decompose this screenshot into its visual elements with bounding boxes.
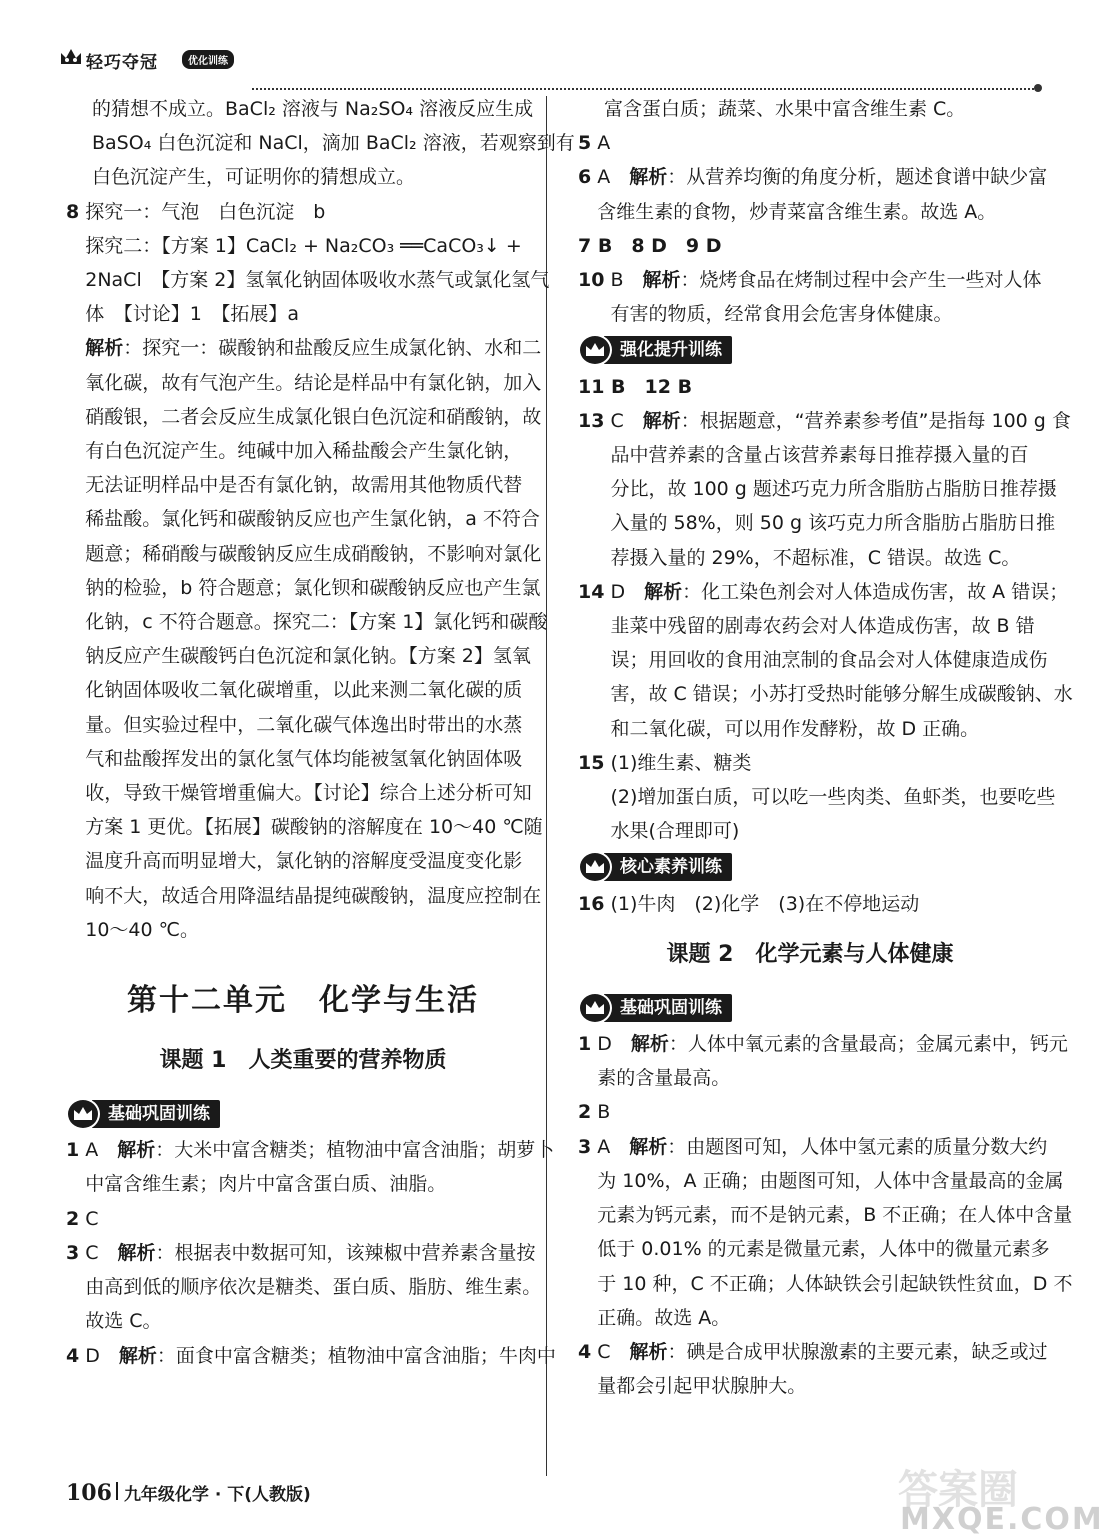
analysis-line: ：大米中富含糖类；植物油中富含油脂；胡萝卜	[155, 1139, 555, 1162]
question-item	[66, 1236, 540, 1339]
question-number: 6	[578, 166, 592, 189]
text-line: 白色沉淀产生，可证明你的猜想成立。	[92, 166, 416, 189]
section-banner-strengthen	[578, 335, 732, 365]
page-header	[0, 0, 1066, 90]
section-banner-basic-2	[578, 993, 732, 1023]
analysis-line: 分比，故 100 g 题述巧克力所含脂肪占脂肪日推荐摄	[610, 478, 1057, 501]
analysis-line: 和二氧化碳，可以用作发酵粉，故 D 正确。	[610, 717, 980, 740]
analysis-line: 化钠固体吸收二氧化碳增重，以此来测二氧化碳的质	[85, 679, 523, 702]
question-6	[578, 160, 1048, 228]
analysis-line: 有白色沉淀产生。纯碱中加入稀盐酸会产生氯化钠，	[85, 440, 523, 463]
section-label: 强化提升训练	[604, 336, 732, 364]
question-number: 2	[578, 1101, 592, 1124]
question-item	[578, 1130, 1073, 1335]
answer: B	[597, 1101, 611, 1124]
watermark-logo: 答案圈	[898, 1467, 1018, 1513]
analysis-line: ：根据表中数据可知，该辣椒中营养素含量按	[155, 1241, 536, 1264]
analysis-line: 硝酸银，二者会反应生成氯化银白色沉淀和硝酸钠，故	[85, 405, 542, 428]
analysis-label: 解析	[630, 1033, 669, 1056]
analysis-line: 有害的物质，经常食用会危害身体健康。	[610, 303, 953, 326]
section-label: 核心素养训练	[604, 853, 732, 881]
analysis-line: ：由题图可知，人体中氢元素的质量分数大约	[667, 1135, 1048, 1158]
analysis-line: 温度升高而明显增大，氯化钠的溶解度受温度变化影	[85, 850, 523, 873]
section-banner-core	[578, 852, 732, 882]
header-rule-dot	[1034, 84, 1042, 92]
question-14	[578, 575, 1073, 746]
answer-line: 探究二：【方案 1】CaCl₂ + Na₂CO₃ ══CaCO₃↓ +	[85, 234, 522, 257]
answers-7-9: 7 B 8 D 9 D	[578, 234, 722, 257]
analysis-line: 10～40 ℃。	[85, 918, 199, 941]
question-item	[66, 1202, 540, 1236]
analysis-line: 钠反应产生碳酸钙白色沉淀和氯化钠。【方案 2】氢氧	[85, 645, 531, 668]
text-line: 的猜想不成立。BaCl₂ 溶液与 Na₂SO₄ 溶液反应生成	[92, 98, 534, 120]
analysis-label: 解析	[117, 1139, 156, 1162]
analysis-line: 品中营养素的含量占该营养素每日推荐摄入量的百	[610, 444, 1029, 467]
analysis-label: 解析	[644, 580, 683, 603]
question-number: 5	[578, 132, 592, 155]
brand-tag: 优化训练	[182, 50, 234, 69]
answer-line: (2)增加蛋白质，可以吃一些肉类、鱼虾类，也要吃些	[610, 786, 1056, 809]
analysis-label: 解析	[118, 1344, 157, 1367]
analysis-line: ：从营养均衡的角度分析，题述食谱中缺少富	[667, 166, 1048, 189]
question-15	[578, 746, 1056, 849]
analysis-line: 稀盐酸。氯化钙和碳酸钠反应也产生氯化钠，a 不符合	[85, 508, 540, 531]
analysis-line: 收，导致干燥管增重偏大。【讨论】综合上述分析可知	[85, 782, 532, 805]
book-title: 九年级化学 · 下(人教版)	[123, 1485, 311, 1505]
answer: A	[85, 1139, 99, 1162]
analysis-line: 题意；稀硝酸与碳酸钠反应生成硝酸钠，不影响对氯化	[85, 542, 542, 565]
question-item	[66, 1133, 555, 1201]
analysis-label: 解析	[642, 409, 681, 432]
analysis-line: ：烧烤食品在烤制过程中会产生一些对人体	[680, 269, 1042, 292]
footer-divider	[116, 1482, 118, 1500]
answer-line: 2NaCl 【方案 2】氢氧化钠固体吸收水蒸气或氯化氢气	[85, 269, 550, 292]
question-number: 4	[578, 1340, 592, 1363]
text-line: BaSO₄ 白色沉淀和 NaCl，滴加 BaCl₂ 溶液，若观察到有	[92, 132, 575, 155]
answer-line: 探究一：气泡 白色沉淀 b	[85, 200, 326, 223]
question-16	[578, 887, 1042, 921]
analysis-line: 正确。故选 A。	[597, 1306, 731, 1329]
question-number: 1	[578, 1033, 592, 1056]
answer-line: (1)维生素、糖类	[610, 751, 752, 774]
answers-11-12: 11 B 12 B	[578, 375, 693, 398]
analysis-line: ：人体中氧元素的含量最高；金属元素中，钙元	[668, 1033, 1068, 1056]
answer: B	[610, 269, 624, 292]
crown-icon	[578, 992, 612, 1024]
answer: D	[85, 1344, 100, 1367]
answer: C	[85, 1207, 99, 1230]
brand-name: 轻巧夺冠	[86, 53, 158, 73]
section-label: 基础巩固训练	[604, 994, 732, 1022]
question-number: 8	[66, 200, 80, 223]
answer: D	[597, 1033, 612, 1056]
question-number: 1	[66, 1139, 80, 1162]
analysis-line: 氧化碳，故有气泡产生。结论是样品中有氯化钠，加入	[85, 371, 542, 394]
analysis-line: 化钠，c 不符合题意。探究二：【方案 1】氯化钙和碳酸	[85, 611, 548, 634]
question-number: 3	[66, 1241, 80, 1264]
analysis-line: ：根据题意，“营养素参考值”是指每 100 g 食	[680, 409, 1071, 432]
answer: C	[85, 1241, 99, 1264]
continued-text: 富含蛋白质；蔬菜、水果中富含维生素 C。	[604, 98, 966, 120]
page-footer	[66, 1480, 311, 1510]
analysis-line: 解析：探究一：碳酸钠和盐酸反应生成氯化钠、水和二	[85, 337, 542, 360]
analysis-label: 解析	[642, 269, 681, 292]
question-8	[66, 195, 550, 947]
answer: C	[610, 409, 624, 432]
right-column	[578, 92, 1073, 1403]
header-rule	[252, 88, 1038, 90]
question-13	[578, 404, 1071, 575]
section-banner-basic	[66, 1099, 220, 1129]
analysis-line: 无法证明样品中是否有氯化钠，故需用其他物质代替	[85, 474, 523, 497]
question-number: 14	[578, 580, 605, 603]
continued-text	[66, 92, 575, 195]
analysis-line: 入量的 58%，则 50 g 该巧克力所含脂肪占脂肪日推	[610, 512, 1056, 535]
analysis-line: 误；用回收的食用油烹制的食品会对人体健康造成伤	[610, 649, 1048, 672]
analysis-line: 元素为钙元素，而不是钠元素，B 不正确；在人体中含量	[597, 1204, 1073, 1227]
lesson-1-title: 课题 1 人类重要的营养物质	[159, 1048, 447, 1074]
answer-line: 体 【讨论】1 【拓展】a	[85, 303, 299, 326]
question-5	[578, 126, 1042, 160]
watermark-url: MXQE.COM	[900, 1502, 1104, 1537]
analysis-line: 量都会引起甲状腺肿大。	[597, 1375, 807, 1398]
analysis-line: 钠的检验，b 符合题意；氯化钡和碳酸钠反应也产生氯	[85, 576, 541, 599]
analysis-line: 气和盐酸挥发出的氯化氢气体均能被氢氧化钠固体吸	[85, 747, 523, 770]
analysis-label: 解析	[117, 1241, 156, 1264]
analysis-line: 素的含量最高。	[597, 1067, 731, 1090]
answer-line: (1)牛肉 (2)化学 (3)在不停地运动	[610, 892, 920, 915]
analysis-line: ：化工染色剂会对人体造成伤害，故 A 错误；	[682, 580, 1069, 603]
lesson-2-title: 课题 2 化学元素与人体健康	[666, 941, 954, 967]
question-number: 4	[66, 1344, 80, 1367]
analysis-line: 害，故 C 错误；小苏打受热时能够分解生成碳酸钠、水	[610, 683, 1073, 706]
analysis-label: 解析	[629, 1135, 668, 1158]
analysis-label: 解析	[629, 1340, 668, 1363]
question-item	[578, 1095, 1042, 1129]
question-number: 13	[578, 409, 605, 432]
analysis-line: 韭菜中残留的剧毒农药会对人体造成伤害，故 B 错	[610, 615, 1035, 638]
question-number: 16	[578, 892, 605, 915]
answer-line: 水果(合理即可)	[610, 820, 740, 843]
analysis-line: 由高到低的顺序依次是糖类、蛋白质、脂肪、维生素。	[85, 1276, 542, 1299]
analysis-label: 解析	[85, 337, 124, 360]
left-column	[66, 92, 575, 1373]
page-number: 106	[66, 1480, 112, 1506]
analysis-line: 方案 1 更优。【拓展】碳酸钠的溶解度在 10～40 ℃随	[85, 816, 543, 839]
question-item	[66, 1339, 556, 1373]
answer: A	[597, 166, 611, 189]
analysis-line: 于 10 种，C 不正确；人体缺铁会引起缺铁性贫血，D 不	[597, 1272, 1073, 1295]
question-item	[578, 1027, 1068, 1095]
unit-title: 第十二单元 化学与生活	[127, 983, 479, 1019]
question-number: 10	[578, 269, 605, 292]
answer: C	[597, 1340, 611, 1363]
analysis-line: 为 10%，A 正确；由题图可知，人体中含量最高的金属	[597, 1169, 1064, 1192]
analysis-line: 低于 0.01% 的元素是微量元素，人体中的微量元素多	[597, 1238, 1050, 1261]
brand-logo-icon	[58, 44, 84, 70]
section-label: 基础巩固训练	[92, 1100, 220, 1128]
answer: D	[610, 580, 626, 603]
analysis-line: 含维生素的食物，炒青菜富含维生素。故选 A。	[597, 200, 997, 223]
question-number: 3	[578, 1135, 592, 1158]
analysis-line: ：碘是合成甲状腺激素的主要元素，缺乏或过	[667, 1340, 1048, 1363]
analysis-line: 荐摄入量的 29%，不超标准，C 错误。故选 C。	[610, 546, 1021, 569]
analysis-line: ：面食中富含糖类；植物油中富含油脂；牛肉中	[156, 1344, 556, 1367]
question-item	[578, 1335, 1048, 1403]
answer: A	[597, 1135, 611, 1158]
question-number: 2	[66, 1207, 80, 1230]
analysis-line: 故选 C。	[85, 1310, 162, 1333]
analysis-line: 量。但实验过程中，二氧化碳气体逸出时带出的水蒸	[85, 713, 523, 736]
answer: A	[597, 132, 611, 155]
question-10	[578, 263, 1042, 331]
analysis-line: 中富含维生素；肉片中富含蛋白质、油脂。	[85, 1173, 447, 1196]
analysis-line: 响不大，故适合用降温结晶提纯碳酸钠，温度应控制在	[85, 884, 542, 907]
analysis-label: 解析	[629, 166, 668, 189]
crown-icon	[66, 1098, 100, 1130]
question-number: 15	[578, 751, 605, 774]
